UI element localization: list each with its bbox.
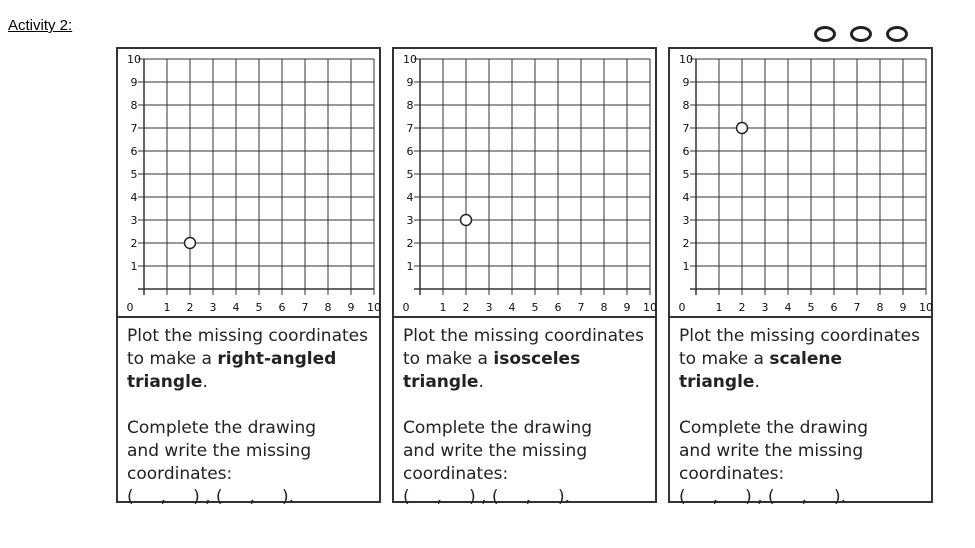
- x-tick-label: 3: [761, 301, 769, 314]
- complete-line-2: and write the missing: [127, 441, 312, 461]
- complete-line-1: Complete the drawing: [679, 418, 869, 438]
- y-tick-label: 3: [406, 214, 414, 227]
- x-tick-label: 1: [439, 301, 447, 314]
- x-tick-label: 6: [554, 301, 562, 314]
- instruction-prefix: Plot the missing coordinates to make a: [127, 326, 368, 369]
- y-tick-label: 6: [130, 145, 138, 158]
- y-tick-label: 6: [406, 145, 414, 158]
- y-tick-label: 8: [130, 99, 138, 112]
- y-tick-label: 7: [682, 122, 690, 135]
- y-tick-label: 5: [130, 168, 138, 181]
- y-tick-label: 4: [130, 191, 138, 204]
- coordinate-grid[interactable]: [670, 49, 931, 318]
- x-tick-label: 1: [715, 301, 723, 314]
- y-tick-label: 1: [682, 260, 690, 273]
- y-tick-label: 5: [682, 168, 690, 181]
- plotted-point: [461, 215, 472, 226]
- x-tick-label: 5: [807, 301, 815, 314]
- instruction-suffix: .: [478, 372, 484, 392]
- y-tick-label: 9: [406, 76, 414, 89]
- decorative-circle: [814, 26, 836, 42]
- y-tick-label: 10: [679, 53, 693, 66]
- x-tick-label: 10: [919, 301, 933, 314]
- coordinate-grid[interactable]: [394, 49, 655, 318]
- complete-line-3: coordinates:: [679, 464, 785, 484]
- x-tick-label: 4: [784, 301, 792, 314]
- instruction-text: [403, 325, 649, 394]
- y-tick-label: 2: [406, 237, 414, 250]
- y-tick-label: 4: [406, 191, 414, 204]
- x-tick-label: 6: [830, 301, 838, 314]
- shape-name: isosceles triangle: [403, 349, 581, 392]
- shape-name: scalene triangle: [679, 349, 843, 392]
- instructions: [127, 325, 373, 509]
- x-tick-label: 3: [485, 301, 493, 314]
- x-tick-label: 8: [324, 301, 332, 314]
- x-tick-label: 0: [678, 301, 686, 314]
- x-tick-label: 1: [163, 301, 171, 314]
- activity-card-3: [668, 47, 933, 507]
- complete-line-2: and write the missing: [679, 441, 864, 461]
- y-tick-label: 7: [406, 122, 414, 135]
- plotted-point: [737, 123, 748, 134]
- x-tick-label: 9: [899, 301, 907, 314]
- decorative-circle: [850, 26, 872, 42]
- x-tick-label: 10: [643, 301, 657, 314]
- x-tick-label: 0: [126, 301, 134, 314]
- y-tick-label: 5: [406, 168, 414, 181]
- x-tick-label: 5: [255, 301, 263, 314]
- complete-line-1: Complete the drawing: [127, 418, 317, 438]
- coordinate-answer-blanks[interactable]: ( , ) , ( , ).: [679, 487, 847, 507]
- grid-svg: [118, 49, 379, 316]
- decorative-circle: [886, 26, 908, 42]
- x-tick-label: 2: [186, 301, 194, 314]
- y-tick-label: 1: [130, 260, 138, 273]
- x-tick-label: 4: [508, 301, 516, 314]
- complete-line-2: and write the missing: [403, 441, 588, 461]
- instructions: [679, 325, 925, 509]
- y-tick-label: 8: [406, 99, 414, 112]
- x-tick-label: 9: [347, 301, 355, 314]
- x-tick-label: 7: [577, 301, 585, 314]
- y-tick-label: 7: [130, 122, 138, 135]
- decorative-circles: [812, 36, 912, 46]
- x-tick-label: 2: [738, 301, 746, 314]
- coordinate-answer-blanks[interactable]: ( , ) , ( , ).: [127, 487, 295, 507]
- complete-line-3: coordinates:: [403, 464, 509, 484]
- complete-line-1: Complete the drawing: [403, 418, 593, 438]
- x-tick-label: 2: [462, 301, 470, 314]
- x-tick-label: 7: [301, 301, 309, 314]
- instruction-suffix: .: [754, 372, 760, 392]
- x-tick-label: 3: [209, 301, 217, 314]
- y-tick-label: 9: [682, 76, 690, 89]
- x-tick-label: 8: [600, 301, 608, 314]
- y-tick-label: 3: [682, 214, 690, 227]
- coordinate-grid[interactable]: [118, 49, 379, 318]
- x-tick-label: 10: [367, 301, 381, 314]
- y-tick-label: 3: [130, 214, 138, 227]
- y-tick-label: 6: [682, 145, 690, 158]
- instruction-prefix: Plot the missing coordinates to make a: [403, 326, 644, 369]
- activity-title: Activity 2:: [8, 17, 73, 34]
- y-tick-label: 10: [127, 53, 141, 66]
- instruction-text: [679, 325, 925, 394]
- grid-svg: [394, 49, 655, 316]
- x-tick-label: 7: [853, 301, 861, 314]
- grid-svg: [670, 49, 931, 316]
- plotted-point: [185, 238, 196, 249]
- activity-card-2: [392, 47, 657, 507]
- instruction-text: [127, 325, 373, 394]
- coordinate-answer-blanks[interactable]: ( , ) , ( , ).: [403, 487, 571, 507]
- y-tick-label: 1: [406, 260, 414, 273]
- instructions: [403, 325, 649, 509]
- x-tick-label: 6: [278, 301, 286, 314]
- y-tick-label: 4: [682, 191, 690, 204]
- activity-card-1: [116, 47, 381, 507]
- y-tick-label: 8: [682, 99, 690, 112]
- y-tick-label: 9: [130, 76, 138, 89]
- complete-line-3: coordinates:: [127, 464, 233, 484]
- x-tick-label: 5: [531, 301, 539, 314]
- shape-name: right-angled triangle: [127, 349, 337, 392]
- instruction-suffix: .: [202, 372, 208, 392]
- instruction-prefix: Plot the missing coordinates to make a: [679, 326, 920, 369]
- x-tick-label: 8: [876, 301, 884, 314]
- y-tick-label: 2: [682, 237, 690, 250]
- y-tick-label: 10: [403, 53, 417, 66]
- x-tick-label: 0: [402, 301, 410, 314]
- y-tick-label: 2: [130, 237, 138, 250]
- x-tick-label: 9: [623, 301, 631, 314]
- x-tick-label: 4: [232, 301, 240, 314]
